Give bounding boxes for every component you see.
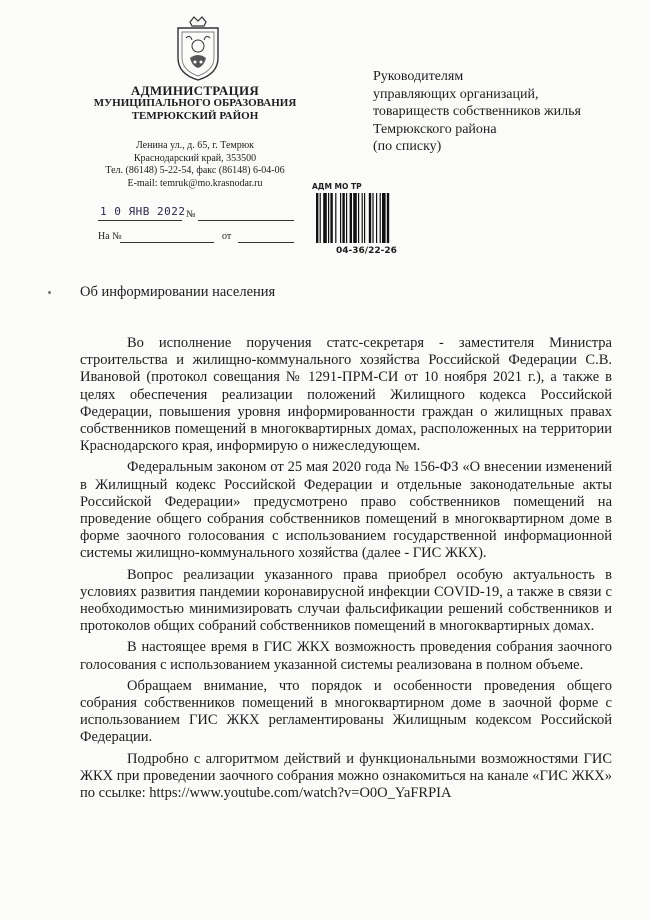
barcode-bar [330, 193, 332, 243]
address-line-3: Тел. (86148) 5-22-54, факс (86148) 6-04-06 [105, 165, 285, 177]
ref-date-underline [238, 242, 294, 243]
barcode-bar [387, 193, 389, 243]
barcode-bar [350, 193, 352, 243]
number-label: № [186, 209, 196, 220]
letter-subject: Об информировании населения [80, 284, 276, 300]
barcode-bar [364, 193, 365, 243]
org-line-2: МУНИЦИПАЛЬНОГО ОБРАЗОВАНИЯ [93, 97, 297, 109]
body-paragraph: Вопрос реализации указанного права приобрел особую актуальность в условиях развития пандемии коронавирусной инфекции COVID-19, а также в связи с необходимостью минимизировать случаи фальсификации решений собственников и протоколов общих собраний собственников помещений в многоквартирных домах. [80, 566, 612, 635]
recipient-line-4: Темрюкского района [373, 121, 497, 137]
organization-address [60, 140, 330, 190]
barcode-bar [353, 193, 357, 243]
ref-from-label: от [222, 231, 232, 242]
barcode-bar [376, 193, 377, 243]
barcode-bar [369, 193, 371, 243]
date-stamp: 1 0 ЯНВ 2022 [100, 205, 186, 218]
barcode-top-text: АДМ МО ТР [312, 182, 362, 191]
barcode-bar [328, 193, 329, 243]
barcode-bar [320, 193, 321, 243]
reference-line [98, 229, 298, 245]
number-underline [198, 220, 294, 221]
ref-number-label: На № [98, 231, 122, 242]
body-paragraph: Во исполнение поручения статс-секретаря - заместителя Министра строительства и жилищно-коммунального хозяйства Российской Федерации С.В. Ивановой (протокол совещания № 1291-ПРМ-СИ от 10 ноября 2021 г.), а также в целях обеспечения реализации положений Жилищного кодекса Российской Федерации, повышения уровня информированности граждан о жилищных правах собственников помещений в многоквартирных домах, расположенных на территории Краснодарского края, информирую о нижеследующем. [80, 335, 612, 455]
barcode-bar [382, 193, 386, 243]
recipient-line-2: управляющих организаций, [373, 86, 539, 102]
address-line-2: Краснодарский край, 353500 [133, 152, 257, 164]
barcode-number: 04-36/22-26 [336, 246, 397, 256]
recipient-block [373, 68, 643, 156]
body-paragraph: Подробно с алгоритмом действий и функциональными возможностями ГИС ЖКХ при проведении заочного собрания можно ознакомиться на канале «ГИС ЖКХ» по ссылке: https://www.youtube.com/watch?v=O0O_YaFRPIA [80, 750, 612, 802]
body-paragraph: В настоящее время в ГИС ЖКХ возможность проведения собрания заочного голосования с использованием указанной системы реализована в полном объеме. [80, 639, 612, 673]
ref-number-underline [120, 242, 214, 243]
address-line-1: Ленина ул., д. 65, г. Темрюк [135, 140, 255, 151]
barcode-bars [316, 193, 412, 243]
organization-name [60, 84, 330, 123]
barcode-bar [316, 193, 318, 243]
registration-barcode [312, 182, 412, 260]
coat-of-arms-emblem [168, 14, 228, 84]
scan-speck [48, 291, 51, 294]
registration-line [98, 207, 298, 223]
recipient-line-5: (по списку) [373, 139, 442, 154]
barcode-bar [362, 193, 363, 243]
barcode-bar [358, 193, 359, 243]
barcode-bar [380, 193, 381, 243]
recipient-line-1: Руководителям [373, 69, 464, 84]
body-paragraph: Обращаем внимание, что порядок и особенности проведения общего собрания собственников помещений в многоквартирном доме в заочной форме с использованием ГИС ЖКХ регламентированы Жилищным кодексом Российской Федерации. [80, 677, 612, 746]
letter-body [80, 335, 612, 806]
org-line-1: АДМИНИСТРАЦИЯ [130, 83, 260, 98]
date-underline [98, 220, 182, 221]
org-line-3: ТЕМРЮКСКИЙ РАЙОН [131, 110, 259, 122]
barcode-bar [346, 193, 347, 243]
barcode-bar [342, 193, 344, 243]
recipient-line-3: товариществ собственников жилья [373, 104, 581, 119]
barcode-bar [340, 193, 341, 243]
address-line-4: E-mail: temruk@mo.krasnodar.ru [127, 177, 263, 189]
barcode-bar [323, 193, 327, 243]
barcode-bar [335, 193, 336, 243]
barcode-bar [372, 193, 373, 243]
body-paragraph: Федеральным законом от 25 мая 2020 года № 156-ФЗ «О внесении изменений в Жилищный кодекс Российской Федерации и отдельные законодательные акты Российской Федерации» предусмотрено право собственников помещений на проведение общего собрания собственников помещений в многоквартирном доме в форме заочного голосования с использованием государственной информационной системы жилищно-коммунального хозяйства (далее - ГИС ЖКХ). [80, 459, 612, 562]
